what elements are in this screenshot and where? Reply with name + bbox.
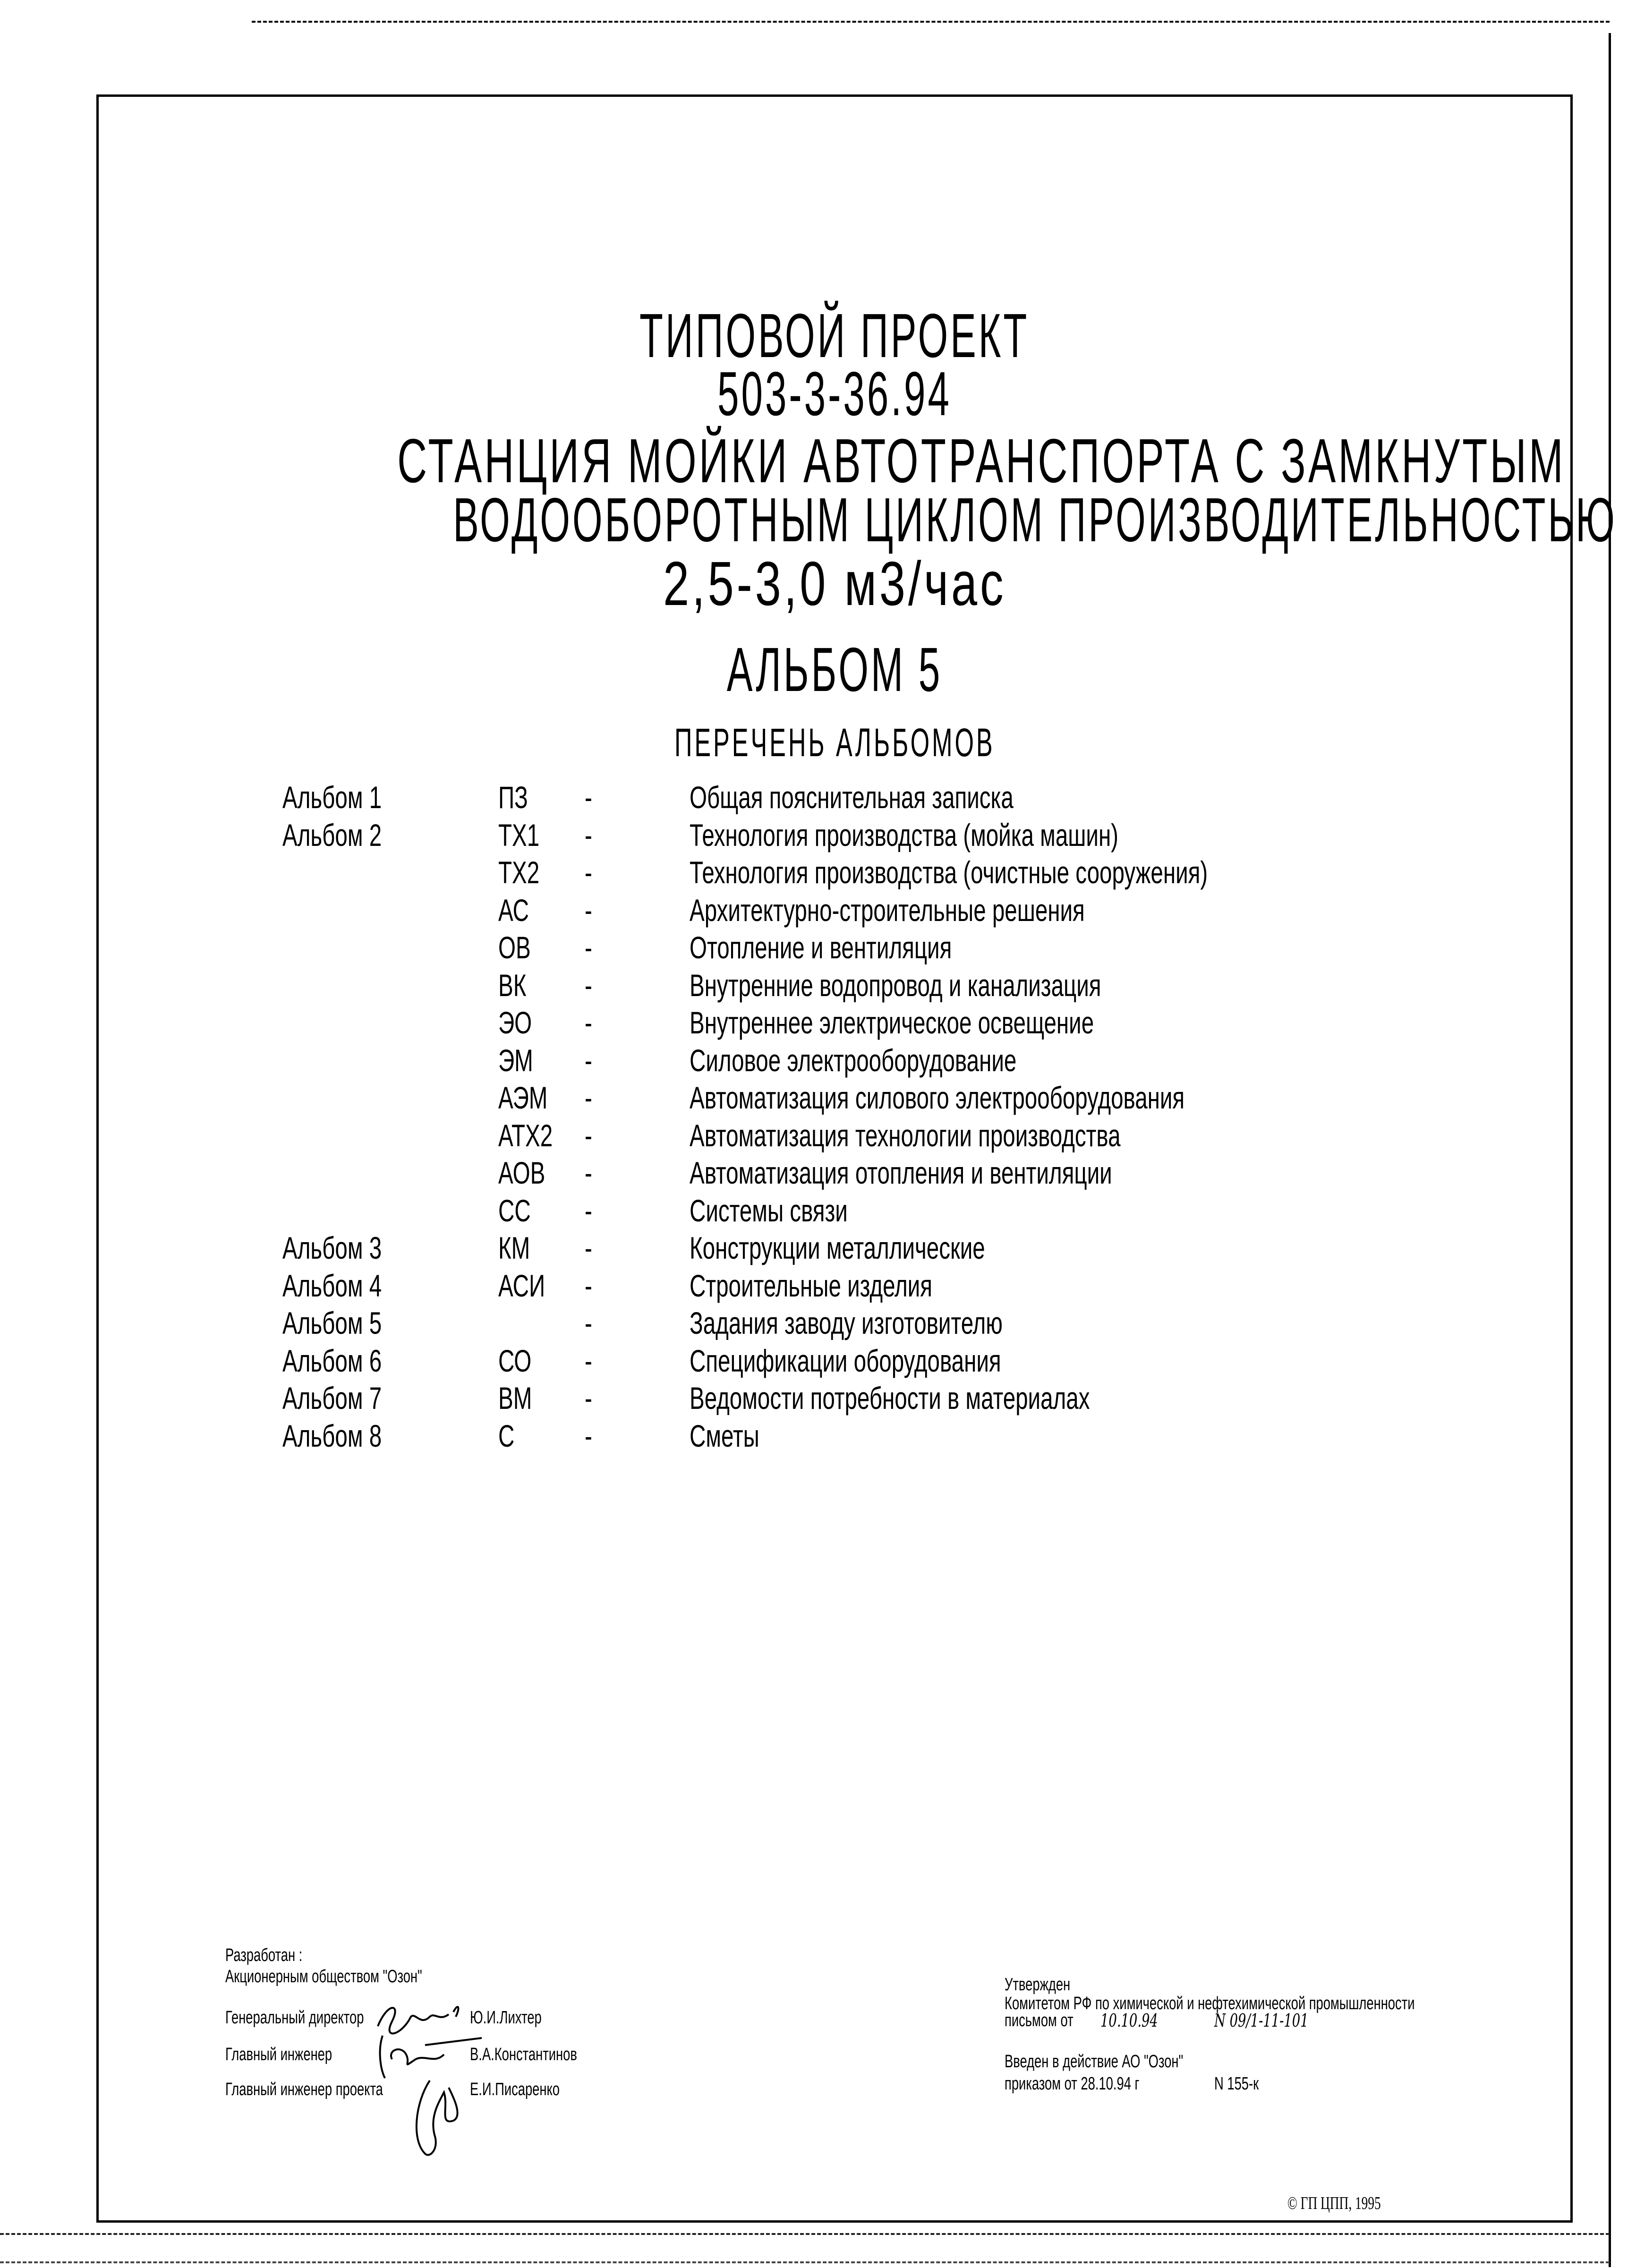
album-label: Альбом 1 — [282, 780, 382, 815]
album-code: СО — [498, 1343, 532, 1378]
enactment-text: Введен в действие АО "Озон" — [1005, 2052, 1184, 2072]
project-number: 503-3-36.94 — [717, 359, 952, 428]
doc-type-title: ТИПОВОЙ ПРОЕКТ — [639, 301, 1030, 370]
album-description: Силовое электрооборудование — [690, 1042, 1017, 1078]
album-code: АТХ2 — [498, 1117, 553, 1153]
album-label: Альбом 6 — [282, 1343, 382, 1378]
order-text: приказом от 28.10.94 г — [1005, 2074, 1140, 2094]
approval-letter-date: 10.10.94 — [1100, 2010, 1158, 2031]
album-label: Альбом 7 — [282, 1381, 382, 1415]
album-label: Альбом 2 — [282, 817, 382, 853]
album-code: С — [498, 1418, 515, 1453]
album-code: АСИ — [498, 1268, 545, 1303]
signer-role-director: Генеральный директор — [225, 2008, 364, 2028]
album-code: КМ — [498, 1230, 530, 1265]
album-dash: - — [585, 1117, 592, 1153]
album-code: ТХ1 — [498, 817, 540, 853]
project-name-line-1: СТАНЦИЯ МОЙКИ АВТОТРАНСПОРТА С ЗАМКНУТЫМ — [397, 426, 1566, 495]
approval-letter-prefix: письмом от — [1005, 2011, 1074, 2030]
signer-role-chief-engineer: Главный инженер — [225, 2045, 332, 2064]
album-description: Ведомости потребности в материалах — [690, 1381, 1090, 1415]
album-description: Автоматизация силового электрооборудования — [690, 1080, 1185, 1115]
bottom-cut-line-2 — [0, 2261, 1610, 2263]
signature-chief-engineer — [380, 2036, 482, 2078]
album-dash: - — [585, 817, 592, 853]
outer-frame-top-line — [252, 21, 1610, 23]
album-dash: - — [585, 855, 592, 890]
order-number: N 155-к — [1214, 2074, 1259, 2094]
album-code: ВК — [498, 967, 527, 1003]
album-code: АЭМ — [498, 1080, 548, 1115]
album-label: Альбом 8 — [282, 1418, 382, 1453]
signer-role-project-engineer: Главный инженер проекта — [225, 2080, 383, 2099]
album-description: Внутреннее электрическое освещение — [690, 1005, 1094, 1040]
album-code: ОВ — [498, 930, 531, 965]
signer-name-chief-engineer: В.А.Константинов — [470, 2045, 577, 2064]
album-description: Задания заводу изготовителю — [690, 1305, 1003, 1340]
album-description: Сметы — [690, 1418, 759, 1453]
album-description: Спецификации оборудования — [690, 1343, 1001, 1378]
approval-body: Комитетом РФ по химической и нефтехимической промышленности — [1005, 1994, 1415, 2013]
album-dash: - — [585, 1080, 592, 1115]
album-label: Альбом 3 — [282, 1230, 382, 1265]
album-dash: - — [585, 1193, 592, 1228]
album-dash: - — [585, 1042, 592, 1078]
project-name-line-2: ВОДООБОРОТНЫМ ЦИКЛОМ ПРОИЗВОДИТЕЛЬНОСТЬЮ — [453, 485, 1617, 554]
developer-org: Акционерным обществом "Озон" — [225, 1967, 422, 1987]
album-dash: - — [585, 1155, 592, 1190]
signatures-handwritten — [359, 1984, 491, 2182]
album-number: АЛЬБОМ 5 — [726, 635, 943, 704]
album-code: АОВ — [498, 1155, 545, 1190]
album-code: ПЗ — [498, 780, 528, 815]
copyright: © ГП ЦПП, 1995 — [1287, 2193, 1381, 2213]
album-code: СС — [498, 1193, 531, 1228]
signer-name-project-engineer: Е.И.Писаренко — [470, 2080, 560, 2099]
album-description: Технология производства (мойка машин) — [690, 817, 1119, 853]
outer-frame-right-line — [1609, 33, 1611, 2267]
approval-letter-number: N 09/1-11-101 — [1214, 2010, 1309, 2031]
album-description: Конструкции металлические — [690, 1230, 985, 1265]
album-code: ЭО — [498, 1005, 532, 1040]
album-description: Автоматизация отопления и вентиляции — [690, 1155, 1112, 1190]
capacity: 2,5-3,0 м3/час — [663, 549, 1006, 618]
album-dash: - — [585, 1381, 592, 1415]
album-code: ТХ2 — [498, 855, 540, 890]
signer-name-director: Ю.И.Лихтер — [470, 2008, 542, 2028]
album-dash: - — [585, 930, 592, 965]
album-dash: - — [585, 1268, 592, 1303]
album-description: Общая пояснительная записка — [690, 780, 1014, 815]
album-description: Технология производства (очистные сооружения) — [690, 855, 1208, 890]
album-description: Внутренние водопровод и канализация — [690, 967, 1101, 1003]
album-description: Системы связи — [690, 1193, 848, 1228]
album-description: Архитектурно-строительные решения — [690, 892, 1085, 928]
album-dash: - — [585, 1005, 592, 1040]
bottom-cut-line — [0, 2233, 1610, 2235]
album-dash: - — [585, 1305, 592, 1340]
album-code: АС — [498, 892, 529, 928]
album-description: Отопление и вентиляция — [690, 930, 952, 965]
signature-director — [378, 2007, 458, 2033]
album-dash: - — [585, 967, 592, 1003]
album-label: Альбом 4 — [282, 1268, 382, 1303]
album-label: Альбом 5 — [282, 1305, 382, 1340]
album-dash: - — [585, 1230, 592, 1265]
album-description: Строительные изделия — [690, 1268, 932, 1303]
developer-heading: Разработан : — [225, 1945, 303, 1965]
album-code: ЭМ — [498, 1042, 533, 1078]
album-dash: - — [585, 1343, 592, 1378]
album-dash: - — [585, 1418, 592, 1453]
album-dash: - — [585, 892, 592, 928]
album-list-heading: ПЕРЕЧЕНЬ АЛЬБОМОВ — [674, 720, 995, 765]
album-description: Автоматизация технологии производства — [690, 1117, 1121, 1153]
album-code: ВМ — [498, 1381, 532, 1415]
album-dash: - — [585, 780, 592, 815]
approval-heading: Утвержден — [1005, 1975, 1071, 1995]
signature-project-engineer — [417, 2080, 458, 2155]
